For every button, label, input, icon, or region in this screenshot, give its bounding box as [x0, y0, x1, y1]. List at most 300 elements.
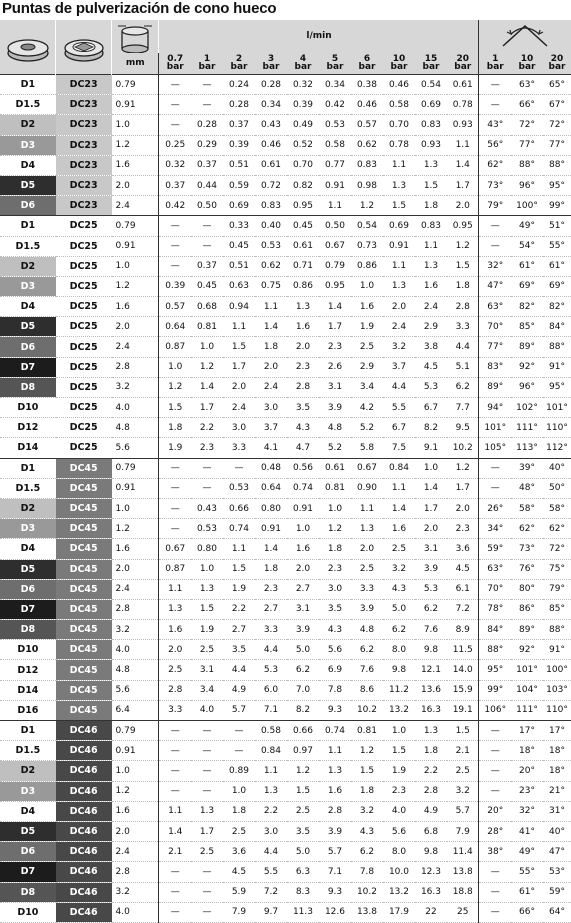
flow-value: 0.83: [255, 196, 287, 216]
flow-value: 4.0: [191, 700, 223, 720]
flow-value: 9.7: [255, 902, 287, 922]
flow-value: 0.37: [223, 115, 255, 135]
flow-value: 0.64: [159, 317, 191, 337]
flow-value: 0.84: [383, 458, 415, 478]
flow-value: 1.2: [447, 236, 479, 256]
angle-value: 67°: [543, 95, 571, 115]
flow-value: 9.5: [447, 418, 479, 438]
angle-value: 65°: [543, 75, 571, 95]
flow-value: 3.0: [255, 821, 287, 841]
core-code: DC25: [56, 398, 112, 418]
flow-value: 2.3: [319, 559, 351, 579]
flow-value: 5.3: [255, 660, 287, 680]
angle-value: 86°: [511, 599, 543, 619]
angle-value: 101°: [479, 418, 511, 438]
angle-value: 63°: [511, 75, 543, 95]
flow-value: 2.7: [223, 620, 255, 640]
flow-value: 1.4: [159, 821, 191, 841]
flow-value: 1.4: [383, 498, 415, 518]
angle-value: —: [479, 75, 511, 95]
flow-value: —: [191, 862, 223, 882]
angle-value: 63°: [479, 559, 511, 579]
flow-value: 0.39: [287, 95, 319, 115]
flow-value: 1.9: [223, 579, 255, 599]
flow-value: 2.3: [319, 337, 351, 357]
disc-code: D16: [0, 700, 56, 720]
flow-value: 1.1: [351, 498, 383, 518]
flow-value: —: [159, 519, 191, 539]
flow-value: 0.67: [351, 458, 383, 478]
disc-code: D1: [0, 458, 56, 478]
flow-value: 1.3: [191, 801, 223, 821]
flow-value: 1.6: [383, 519, 415, 539]
disc-code: D12: [0, 418, 56, 438]
core-code: DC23: [56, 75, 112, 95]
flow-value: —: [159, 882, 191, 902]
flow-value: 3.1: [415, 539, 447, 559]
table-row: [0, 75, 571, 95]
flow-value: 9.3: [319, 700, 351, 720]
flow-value: 1.3: [159, 599, 191, 619]
angle-value: 103°: [543, 680, 571, 700]
orifice-diameter: 1.2: [112, 135, 159, 155]
disc-code: D6: [0, 337, 56, 357]
flow-value: 9.8: [383, 660, 415, 680]
angle-value: 94°: [479, 398, 511, 418]
core-code: DC46: [56, 801, 112, 821]
flow-value: 1.3: [351, 519, 383, 539]
flow-value: 2.2: [191, 418, 223, 438]
angle-value: 84°: [479, 620, 511, 640]
flow-value: 1.5: [159, 398, 191, 418]
flow-value: 3.0: [255, 398, 287, 418]
disc-code: D2: [0, 115, 56, 135]
flow-value: 0.28: [191, 115, 223, 135]
flow-value: 1.3: [287, 297, 319, 317]
angle-value: 96°: [511, 377, 543, 397]
flow-value: 4.5: [415, 357, 447, 377]
flow-value: 5.6: [383, 821, 415, 841]
flow-value: 1.8: [255, 559, 287, 579]
core-code: DC23: [56, 196, 112, 216]
flow-value: 6.2: [287, 660, 319, 680]
table-row: [0, 620, 571, 640]
flow-value: 13.8: [351, 902, 383, 922]
table-row: [0, 640, 571, 660]
flow-value: 5.0: [287, 640, 319, 660]
orifice-diameter: 0.79: [112, 216, 159, 236]
flow-value: —: [191, 236, 223, 256]
flow-value: 1.0: [191, 559, 223, 579]
flow-value: 1.5: [383, 741, 415, 761]
flow-value: 0.58: [255, 721, 287, 741]
disc-code: D5: [0, 317, 56, 337]
flow-value: 4.7: [287, 438, 319, 458]
core-code: DC45: [56, 700, 112, 720]
flow-value: 0.82: [287, 175, 319, 195]
flow-value: 0.61: [287, 236, 319, 256]
disc-code: D6: [0, 196, 56, 216]
flow-value: 6.7: [415, 398, 447, 418]
angle-value: 62°: [479, 155, 511, 175]
table-row: [0, 115, 571, 135]
flow-value: 2.0: [415, 519, 447, 539]
disc-code: D2: [0, 761, 56, 781]
flow-value: 7.8: [319, 680, 351, 700]
flow-value: 7.9: [223, 902, 255, 922]
orifice-diameter: 1.6: [112, 539, 159, 559]
disc-code: D2: [0, 498, 56, 518]
flow-value: 0.79: [319, 256, 351, 276]
angle-value: 55°: [543, 236, 571, 256]
flow-value: 4.5: [223, 862, 255, 882]
orifice-diameter: 4.0: [112, 640, 159, 660]
flow-value: 2.0: [447, 498, 479, 518]
flow-value: 1.5: [351, 761, 383, 781]
flow-value: 1.8: [351, 781, 383, 801]
angle-value: 48°: [511, 478, 543, 498]
flow-value: 1.1: [447, 135, 479, 155]
core-code: DC25: [56, 357, 112, 377]
flow-value: 3.8: [415, 337, 447, 357]
core-code: DC46: [56, 761, 112, 781]
angle-value: —: [479, 478, 511, 498]
table-row: [0, 317, 571, 337]
flow-value: 2.2: [223, 599, 255, 619]
flow-value: 0.93: [415, 135, 447, 155]
flow-value: 0.62: [255, 256, 287, 276]
disc-code: D3: [0, 519, 56, 539]
pressure-header: 2 bar: [223, 53, 255, 75]
angle-value: 80°: [511, 579, 543, 599]
flow-value: 0.45: [191, 276, 223, 296]
table-row: [0, 377, 571, 397]
flow-value: 3.1: [287, 599, 319, 619]
angle-value: 40°: [543, 821, 571, 841]
flow-value: 3.0: [223, 418, 255, 438]
flow-value: 1.3: [255, 781, 287, 801]
flow-value: 1.6: [319, 781, 351, 801]
spray-nozzle-table: [0, 20, 571, 923]
flow-value: 1.4: [255, 539, 287, 559]
flow-value: 1.5: [223, 559, 255, 579]
flow-value: 3.7: [255, 418, 287, 438]
pressure-header: 20 bar: [447, 53, 479, 75]
angle-value: 62°: [543, 519, 571, 539]
pressure-header: 6 bar: [351, 53, 383, 75]
flow-value: 0.94: [223, 297, 255, 317]
flow-value: 0.74: [287, 478, 319, 498]
flow-value: 0.53: [255, 236, 287, 256]
pressure-header: 5 bar: [319, 53, 351, 75]
flow-value: 4.4: [255, 842, 287, 862]
angle-value: 18°: [543, 741, 571, 761]
flow-value: 2.3: [447, 519, 479, 539]
angle-value: 56°: [479, 135, 511, 155]
flow-value: 6.3: [287, 862, 319, 882]
flow-value: 0.61: [319, 458, 351, 478]
flow-value: 3.2: [383, 559, 415, 579]
flow-value: 0.45: [287, 216, 319, 236]
flow-value: 2.5: [351, 337, 383, 357]
disc-code: D8: [0, 882, 56, 902]
flow-value: 4.1: [255, 438, 287, 458]
flow-value: —: [159, 216, 191, 236]
flow-value: 0.33: [223, 216, 255, 236]
flow-value: 8.0: [383, 842, 415, 862]
angle-value: 99°: [543, 196, 571, 216]
core-code: DC45: [56, 620, 112, 640]
core-code: DC46: [56, 821, 112, 841]
table-row: [0, 498, 571, 518]
flow-value: 0.95: [287, 196, 319, 216]
angle-value: —: [479, 741, 511, 761]
flow-value: 7.0: [287, 680, 319, 700]
orifice-diameter: 1.2: [112, 519, 159, 539]
flow-value: 3.2: [383, 337, 415, 357]
angle-value: 104°: [511, 680, 543, 700]
pressure-header: 1 bar: [191, 53, 223, 75]
flow-value: 8.2: [415, 418, 447, 438]
flow-value: 2.0: [351, 539, 383, 559]
flow-value: 2.8: [159, 680, 191, 700]
flow-value: 6.8: [415, 821, 447, 841]
flow-value: 0.91: [287, 498, 319, 518]
disc-code: D12: [0, 660, 56, 680]
flow-value: 3.9: [319, 821, 351, 841]
angle-value: 96°: [511, 175, 543, 195]
angle-value: —: [479, 216, 511, 236]
table-row: [0, 882, 571, 902]
core-code: DC45: [56, 599, 112, 619]
flow-value: 1.3: [383, 276, 415, 296]
flow-value: 0.98: [351, 175, 383, 195]
flow-value: 2.0: [383, 297, 415, 317]
flow-value: 3.9: [287, 620, 319, 640]
angle-value: 101°: [511, 660, 543, 680]
flow-value: 3.3: [159, 700, 191, 720]
table-row: [0, 175, 571, 195]
flow-value: 1.3: [383, 175, 415, 195]
flow-value: 7.2: [255, 882, 287, 902]
flow-value: 2.3: [383, 781, 415, 801]
flow-value: 3.3: [351, 579, 383, 599]
flow-value: 3.6: [223, 842, 255, 862]
flow-value: 1.6: [159, 620, 191, 640]
flow-value: 1.8: [159, 418, 191, 438]
flow-value: 1.3: [319, 761, 351, 781]
flow-value: 4.3: [351, 821, 383, 841]
core-code: DC45: [56, 640, 112, 660]
table-row: [0, 297, 571, 317]
table-row: [0, 680, 571, 700]
core-code: DC23: [56, 135, 112, 155]
angle-value: 53°: [543, 862, 571, 882]
flow-value: 0.43: [255, 115, 287, 135]
flow-value: 4.4: [383, 377, 415, 397]
flow-value: 0.37: [191, 155, 223, 175]
flow-value: 5.2: [351, 418, 383, 438]
flow-value: 0.56: [287, 458, 319, 478]
angle-value: —: [479, 236, 511, 256]
disc-code: D1.5: [0, 478, 56, 498]
flow-value: 6.9: [319, 660, 351, 680]
angle-value: 50°: [543, 478, 571, 498]
flow-value: 2.0: [159, 640, 191, 660]
flow-value: —: [191, 781, 223, 801]
orifice-diameter: 2.0: [112, 821, 159, 841]
angle-value: 102°: [511, 398, 543, 418]
flow-value: —: [159, 721, 191, 741]
table-row: [0, 579, 571, 599]
flow-value: 3.2: [351, 801, 383, 821]
core-code: DC46: [56, 902, 112, 922]
page-title: Puntas de pulverización de cono hueco: [2, 0, 277, 17]
flow-value: 0.89: [223, 761, 255, 781]
core-code: DC46: [56, 862, 112, 882]
flow-value: 5.6: [319, 640, 351, 660]
orifice-diameter: 0.79: [112, 721, 159, 741]
flow-value: 0.69: [415, 95, 447, 115]
table-row: [0, 236, 571, 256]
flow-value: 0.69: [223, 196, 255, 216]
angle-value: 49°: [511, 216, 543, 236]
flow-value: —: [191, 216, 223, 236]
orifice-diameter: 2.8: [112, 357, 159, 377]
angle-value: —: [479, 95, 511, 115]
flow-value: 1.8: [255, 337, 287, 357]
flow-value: 18.8: [447, 882, 479, 902]
flow-value: 2.3: [191, 438, 223, 458]
flow-value: 2.5: [287, 801, 319, 821]
flow-value: 8.9: [447, 620, 479, 640]
flow-value: 1.6: [287, 539, 319, 559]
flow-value: 0.51: [223, 155, 255, 175]
flow-value: —: [159, 781, 191, 801]
core-code: DC25: [56, 216, 112, 236]
flow-value: 0.63: [223, 276, 255, 296]
table-row: [0, 337, 571, 357]
flow-value: 1.1: [383, 478, 415, 498]
flow-value: 6.2: [351, 842, 383, 862]
flow-value: 5.8: [351, 438, 383, 458]
flow-value: 3.4: [191, 680, 223, 700]
flow-value: 0.93: [447, 115, 479, 135]
flow-value: 17.9: [383, 902, 415, 922]
disc-code: D1: [0, 75, 56, 95]
flow-value: 3.9: [415, 559, 447, 579]
core-code: DC45: [56, 559, 112, 579]
flow-value: 1.5: [447, 256, 479, 276]
flow-value: —: [191, 75, 223, 95]
flow-value: 1.4: [319, 297, 351, 317]
table-row: [0, 821, 571, 841]
angle-value: 89°: [511, 620, 543, 640]
disc-code: D1: [0, 721, 56, 741]
angle-value: 99°: [479, 680, 511, 700]
flow-value: 7.1: [319, 862, 351, 882]
flow-value: 0.53: [319, 115, 351, 135]
flow-value: 0.43: [191, 498, 223, 518]
flow-value: 5.1: [447, 357, 479, 377]
core-code: DC23: [56, 115, 112, 135]
orifice-diameter: 0.91: [112, 236, 159, 256]
flow-value: 0.28: [223, 95, 255, 115]
flow-value: 0.66: [287, 721, 319, 741]
table-row: [0, 276, 571, 296]
orifice-icon: [112, 20, 159, 53]
flow-value: 0.78: [383, 135, 415, 155]
flow-value: 1.5: [447, 721, 479, 741]
angle-value: 82°: [543, 297, 571, 317]
flow-value: 13.2: [383, 700, 415, 720]
flow-value: 1.6: [351, 297, 383, 317]
flow-value: 1.2: [159, 377, 191, 397]
orifice-diameter: 1.0: [112, 256, 159, 276]
flow-value: 1.5: [287, 781, 319, 801]
flow-value: —: [223, 721, 255, 741]
angle-value: 32°: [479, 256, 511, 276]
angle-value: 73°: [479, 175, 511, 195]
flow-value: 2.4: [255, 377, 287, 397]
flow-value: 13.2: [383, 882, 415, 902]
flow-value: —: [159, 902, 191, 922]
orifice-diameter: 4.0: [112, 398, 159, 418]
flow-value: 0.83: [415, 216, 447, 236]
table-row: [0, 700, 571, 720]
table-row: [0, 781, 571, 801]
table-row: [0, 801, 571, 821]
table-row: [0, 902, 571, 922]
flow-value: 4.9: [223, 680, 255, 700]
flow-value: 5.7: [319, 842, 351, 862]
spray-angle-icon: [479, 20, 571, 53]
angle-value: 32°: [511, 801, 543, 821]
flow-value: 1.7: [415, 498, 447, 518]
flow-value: 0.90: [351, 478, 383, 498]
angle-value: 61°: [511, 256, 543, 276]
angle-value: 110°: [543, 700, 571, 720]
angle-value: 77°: [511, 135, 543, 155]
angle-value: 88°: [543, 337, 571, 357]
angle-value: 39°: [511, 458, 543, 478]
flow-value: 2.4: [415, 297, 447, 317]
flow-value: 2.8: [319, 801, 351, 821]
flow-value: 7.8: [351, 862, 383, 882]
flow-value: 0.62: [351, 135, 383, 155]
core-code: DC25: [56, 438, 112, 458]
flow-value: —: [159, 115, 191, 135]
core-code: DC45: [56, 519, 112, 539]
angle-value: 77°: [479, 337, 511, 357]
flow-value: 16.3: [415, 882, 447, 902]
flow-value: 0.83: [415, 115, 447, 135]
flow-value: 3.5: [287, 821, 319, 841]
table-row: [0, 95, 571, 115]
flow-value: 5.9: [223, 882, 255, 902]
flow-value: 1.8: [223, 801, 255, 821]
angle-value: 89°: [511, 337, 543, 357]
flow-value: 1.1: [383, 155, 415, 175]
angle-value: 69°: [543, 276, 571, 296]
angle-value: 38°: [479, 842, 511, 862]
disc-code: D10: [0, 902, 56, 922]
core-code: DC25: [56, 276, 112, 296]
flow-value: 3.5: [223, 640, 255, 660]
angle-value: 18°: [543, 761, 571, 781]
pressure-header: 4 bar: [287, 53, 319, 75]
flow-value: 4.9: [415, 801, 447, 821]
